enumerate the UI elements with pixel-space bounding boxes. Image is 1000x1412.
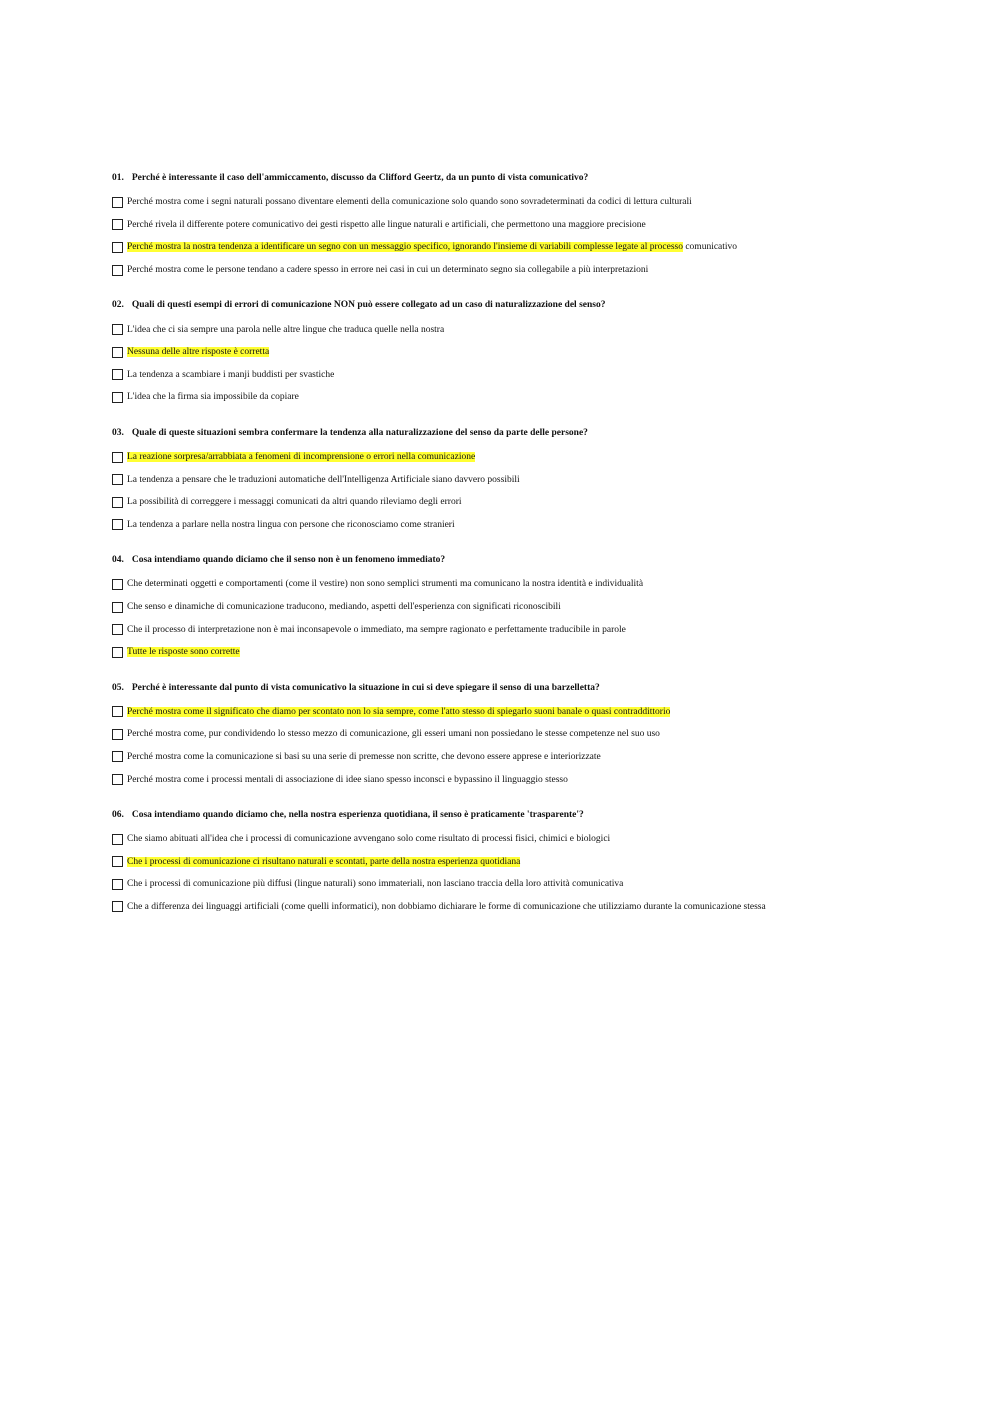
answer-options [112, 828, 982, 918]
answer-label-continuation: comunicativo [682, 242, 738, 253]
answer-options [112, 446, 982, 536]
answer-option[interactable] [112, 386, 982, 409]
answer-label: Perché rivela il differente potere comunicativo dei gesti rispetto alle lingue naturali e artificiali, che permettono una maggiore precisione [127, 219, 646, 230]
answer-option[interactable] [112, 214, 982, 237]
question [112, 299, 982, 408]
answer-label: Che siamo abituati all'idea che i processi di comunicazione avvengano solo come risultato di processi fisici, chimici e biologici [127, 834, 611, 845]
answer-text [127, 751, 601, 763]
answer-option[interactable] [112, 468, 982, 491]
answer-label: La tendenza a pensare che le traduzioni automatiche dell'Intelligenza Artificiale siano davvero possibili [127, 474, 520, 485]
answer-text [127, 264, 648, 276]
answer-option[interactable] [112, 723, 982, 746]
answer-label: Perché mostra come le persone tendano a cadere spesso in errore nei casi in cui un determinato segno sia collegabile a più interpretazioni [127, 265, 649, 276]
question-text: Perché è interessante il caso dell'ammiccamento, discusso da Clifford Geertz, da un punto di vista comunicativo? [131, 173, 589, 183]
correct-answer-highlight: Nessuna delle altre risposte è corretta [127, 347, 270, 358]
answer-option[interactable] [112, 341, 982, 364]
answer-text [127, 856, 520, 868]
answer-checkbox[interactable] [112, 856, 123, 867]
answer-checkbox[interactable] [112, 774, 123, 785]
correct-answer-highlight: Tutte le risposte sono corrette [127, 647, 240, 658]
answer-option[interactable] [112, 514, 982, 537]
answer-checkbox[interactable] [112, 624, 123, 635]
question-number: 05. [112, 682, 124, 693]
answer-text [127, 901, 766, 913]
answer-checkbox[interactable] [112, 901, 123, 912]
answer-text [127, 324, 444, 336]
question [112, 172, 982, 281]
answer-label: Perché mostra come i segni naturali possano diventare elementi della comunicazione solo quando sono sovradeterminati da codici di lettura culturali [127, 197, 692, 208]
answer-checkbox[interactable] [112, 392, 123, 403]
answer-checkbox[interactable] [112, 347, 123, 358]
answer-text [127, 624, 626, 636]
answer-checkbox[interactable] [112, 452, 123, 463]
answer-text [127, 219, 646, 231]
answer-checkbox[interactable] [112, 751, 123, 762]
answer-text [127, 451, 475, 463]
answer-checkbox[interactable] [112, 729, 123, 740]
answer-option[interactable] [112, 850, 982, 873]
question-heading [112, 427, 982, 440]
answer-option[interactable] [112, 828, 982, 851]
answer-label: L'idea che ci sia sempre una parola nelle altre lingue che traduca quelle nella nostra [127, 324, 445, 335]
quiz-document [112, 172, 982, 936]
answer-text [127, 646, 240, 658]
answer-checkbox[interactable] [112, 369, 123, 380]
answer-text [127, 833, 610, 845]
answer-option[interactable] [112, 701, 982, 724]
answer-checkbox[interactable] [112, 219, 123, 230]
answer-option[interactable] [112, 641, 982, 664]
answer-checkbox[interactable] [112, 879, 123, 890]
question-heading [112, 299, 982, 312]
question-number: 02. [112, 300, 124, 311]
question [112, 554, 982, 663]
answer-text [127, 706, 670, 718]
answer-label: La tendenza a scambiare i manji buddisti per svastiche [127, 369, 335, 380]
question-heading [112, 682, 982, 695]
answer-checkbox[interactable] [112, 265, 123, 276]
question [112, 427, 982, 536]
question-text: Quale di queste situazioni sembra confermare la tendenza alla naturalizzazione del senso da parte delle persone? [131, 427, 588, 438]
answer-option[interactable] [112, 446, 982, 469]
answer-text [127, 774, 568, 786]
answer-checkbox[interactable] [112, 474, 123, 485]
correct-answer-highlight: La reazione sorpresa/arrabbiata a fenomeni di incomprensione o errori nella comunicazione [127, 452, 476, 463]
answer-option[interactable] [112, 364, 982, 387]
answer-label: Perché mostra come, pur condividendo lo stesso mezzo di comunicazione, gli esseri umani non possiedano le stesse competenze nel suo uso [127, 729, 660, 740]
answer-options [112, 191, 982, 281]
answer-checkbox[interactable] [112, 497, 123, 508]
answer-text [127, 601, 561, 613]
answer-text [127, 578, 643, 590]
answer-label: Che determinati oggetti e comportamenti (come il vestire) non sono semplici strumenti ma comunicano la nostra identità e individualità [127, 579, 644, 590]
answer-label: La tendenza a parlare nella nostra lingua con persone che riconosciamo come stranieri [127, 519, 455, 530]
answer-text [127, 496, 462, 508]
question [112, 809, 982, 918]
answer-text [127, 878, 623, 890]
answer-text [127, 474, 520, 486]
answer-label: Perché mostra come i processi mentali di associazione di idee siano spesso inconsci e bypassino il linguaggio stesso [127, 774, 568, 785]
answer-text [127, 728, 660, 740]
answer-checkbox[interactable] [112, 706, 123, 717]
answer-option[interactable] [112, 573, 982, 596]
answer-text [127, 519, 455, 531]
answer-label: L'idea che la firma sia impossibile da copiare [127, 392, 299, 403]
question-number: 01. [112, 173, 124, 183]
answer-option[interactable] [112, 491, 982, 514]
question-heading [112, 554, 982, 567]
question-text: Cosa intendiamo quando diciamo che, nella nostra esperienza quotidiana, il senso è praticamente 'trasparente'? [131, 809, 584, 820]
answer-label: La possibilità di correggere i messaggi comunicati da altri quando rileviamo degli errori [127, 497, 462, 508]
answer-checkbox[interactable] [112, 197, 123, 208]
answer-option[interactable] [112, 896, 982, 919]
answer-option[interactable] [112, 236, 982, 259]
question-number: 03. [112, 427, 124, 438]
answer-text [127, 241, 737, 253]
answer-text [127, 369, 334, 381]
correct-answer-highlight: Perché mostra la nostra tendenza a identificare un segno con un messaggio specifico, ignorando l'insieme di variabili complesse legate al processo [127, 242, 683, 253]
answer-text [127, 346, 269, 358]
answer-option[interactable] [112, 318, 982, 341]
answer-option[interactable] [112, 873, 982, 896]
correct-answer-highlight: Che i processi di comunicazione ci risultano naturali e scontati, parte della nostra esperienza quotidiana [127, 856, 521, 867]
answer-options [112, 701, 982, 791]
answer-checkbox[interactable] [112, 647, 123, 658]
question-heading [112, 172, 982, 185]
answer-label: Perché mostra come la comunicazione si basi su una serie di premesse non scritte, che devono essere apprese e interiorizzate [127, 751, 601, 762]
answer-label: Che i processi di comunicazione più diffusi (lingue naturali) sono immateriali, non lasciano traccia della loro attività comunicativa [127, 879, 624, 890]
question-text: Quali di questi esempi di errori di comunicazione NON può essere collegato ad un caso di naturalizzazione del senso? [131, 300, 606, 311]
answer-option[interactable] [112, 746, 982, 769]
answer-checkbox[interactable] [112, 519, 123, 530]
answer-checkbox[interactable] [112, 324, 123, 335]
answer-label: Che a differenza dei linguaggi artificiali (come quelli informatici), non dobbiamo dichiarare le forme di comunicazione che utilizziamo durante la comunicazione stessa [127, 901, 766, 912]
question-text: Cosa intendiamo quando diciamo che il senso non è un fenomeno immediato? [131, 555, 446, 566]
answer-text [127, 391, 299, 403]
answer-checkbox[interactable] [112, 602, 123, 613]
question-number: 04. [112, 555, 124, 566]
answer-option[interactable] [112, 596, 982, 619]
question-number: 06. [112, 809, 124, 820]
answer-checkbox[interactable] [112, 242, 123, 253]
answer-option[interactable] [112, 768, 982, 791]
answer-label: Che senso e dinamiche di comunicazione traducono, mediando, aspetti dell'esperienza con significati riconoscibili [127, 602, 561, 613]
answer-checkbox[interactable] [112, 834, 123, 845]
question [112, 682, 982, 791]
answer-label: Che il processo di interpretazione non è mai inconsapevole o immediato, ma sempre ragionato e perfettamente traducibile in parole [127, 624, 626, 635]
answer-checkbox[interactable] [112, 579, 123, 590]
answer-option[interactable] [112, 191, 982, 214]
question-text: Perché è interessante dal punto di vista comunicativo la situazione in cui si deve spiegare il senso di una barzelletta? [131, 682, 600, 693]
answer-option[interactable] [112, 259, 982, 282]
answer-options [112, 318, 982, 408]
answer-options [112, 573, 982, 663]
question-heading [112, 809, 982, 822]
answer-text [127, 196, 692, 208]
answer-option[interactable] [112, 618, 982, 641]
correct-answer-highlight: Perché mostra come il significato che diamo per scontato non lo sia sempre, come l'atto stesso di spiegarlo suoni banale o quasi contraddittorio [127, 706, 671, 717]
